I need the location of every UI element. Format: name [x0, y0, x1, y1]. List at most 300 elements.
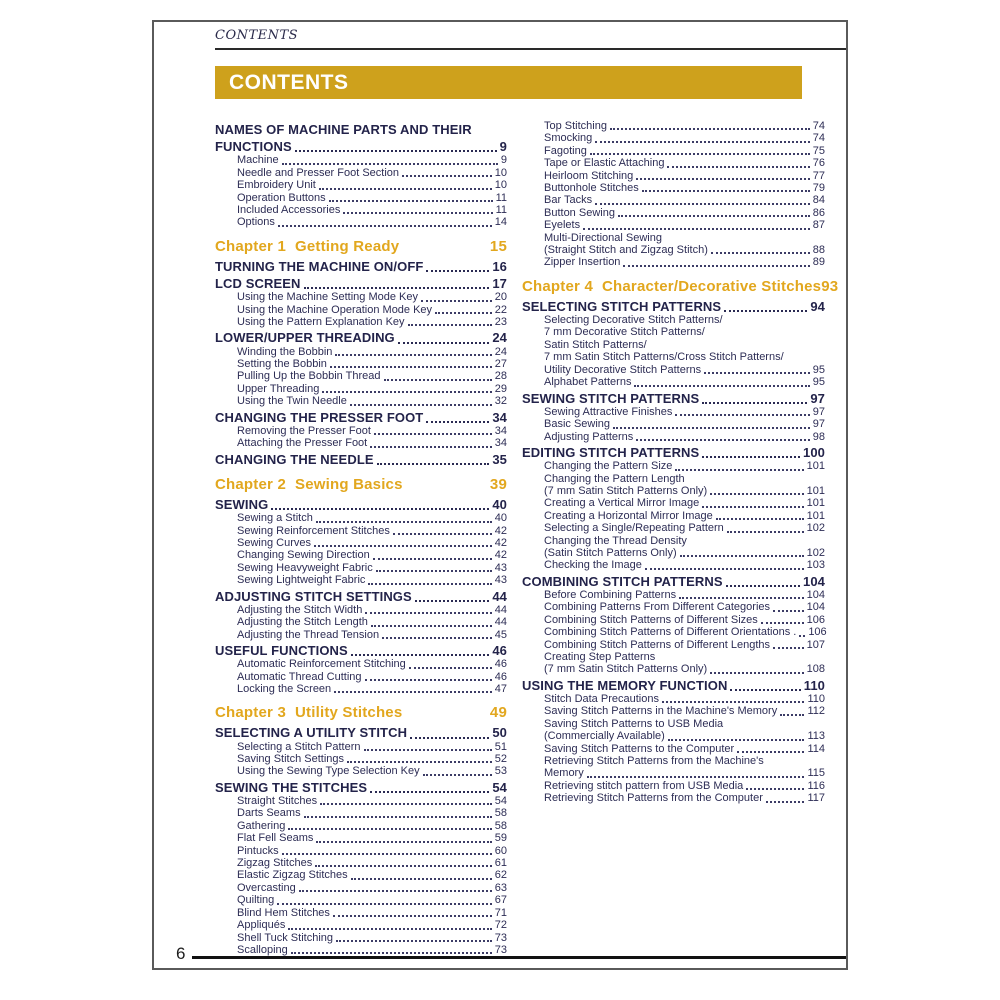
- leader-dots: [642, 190, 810, 192]
- leader-dots: [724, 310, 807, 312]
- toc-entry-row: [237, 832, 507, 844]
- toc-page-number: 17: [492, 276, 507, 292]
- toc-entry-label: Retrieving stitch pattern from USB Media: [544, 779, 744, 792]
- leader-dots: [382, 637, 492, 639]
- toc-entry-row: [544, 663, 825, 675]
- toc-entry-row: [237, 604, 507, 616]
- toc-entry-label: Selecting a Stitch Pattern: [237, 740, 361, 753]
- toc-page-number: 110: [807, 693, 825, 706]
- toc-chapter-title: Character/Decorative Stitches: [602, 277, 822, 295]
- leader-dots: [704, 372, 810, 374]
- leader-dots: [662, 701, 805, 703]
- toc-page-number: 76: [812, 157, 825, 170]
- leader-dots: [336, 940, 492, 942]
- toc-entry-row: [237, 537, 507, 549]
- toc-entry-row: [544, 718, 825, 730]
- toc-entry-row: [544, 170, 825, 182]
- toc-page-number: 53: [494, 765, 507, 778]
- toc-entry-label: Buttonhole Stitches: [544, 182, 639, 195]
- toc-entry-label: Sewing Curves: [237, 536, 311, 549]
- toc-entry-row: [237, 549, 507, 561]
- toc-entry-label: Changing the Pattern Size: [544, 460, 673, 473]
- toc-entry-row: [237, 395, 507, 407]
- toc-entry-label: Stitch Data Precautions: [544, 693, 659, 706]
- leader-dots: [702, 402, 807, 404]
- toc-entry-label: Saving Stitch Patterns in the Machine's Memory: [544, 705, 778, 718]
- toc-entry-label: Automatic Reinforcement Stitching: [237, 658, 406, 671]
- toc-page-number: 108: [806, 663, 825, 676]
- leader-dots: [415, 600, 490, 602]
- toc-page-number: 98: [812, 430, 825, 443]
- toc-page-number: 104: [803, 573, 825, 589]
- leader-dots: [320, 803, 492, 805]
- toc-page-number: 106: [806, 613, 825, 626]
- toc-entry-label: Straight Stitches: [237, 795, 318, 808]
- toc-entry-label: SELECTING STITCH PATTERNS: [522, 298, 722, 314]
- leader-dots: [329, 200, 493, 202]
- toc-entry-label: Sewing Attractive Finishes: [544, 405, 673, 418]
- toc-entry-row: [544, 194, 825, 206]
- toc-entry-label: USING THE MEMORY FUNCTION: [522, 677, 728, 693]
- toc-page-number: 95: [812, 376, 825, 389]
- leader-dots: [351, 654, 490, 656]
- leader-dots: [374, 433, 492, 435]
- toc-page-number: 101: [806, 460, 825, 473]
- toc-chapter-number: Chapter 2: [215, 475, 286, 493]
- leader-dots: [435, 312, 492, 314]
- toc-page-number: 102: [806, 546, 825, 559]
- toc-page-number: 46: [492, 642, 507, 658]
- toc-page-number: 116: [807, 779, 825, 792]
- toc-entry-row: [544, 705, 825, 717]
- toc-page-number: 101: [806, 484, 825, 497]
- toc-entry-label: Creating a Horizontal Mirror Image: [544, 509, 713, 522]
- toc-entry-row: [544, 730, 825, 742]
- toc-entry-row: [237, 820, 507, 832]
- toc-entry-row: [237, 807, 507, 819]
- toc-page-number: 32: [494, 395, 507, 408]
- leader-dots: [295, 150, 497, 152]
- leader-dots: [636, 439, 809, 441]
- toc-page-number: 86: [812, 206, 825, 219]
- toc-entry-label: FUNCTIONS: [215, 139, 292, 155]
- leader-dots: [334, 691, 492, 693]
- leader-dots: [373, 558, 492, 560]
- toc-entry-label: Changing the Thread Density: [544, 534, 687, 547]
- toc-entry-row: [237, 167, 507, 179]
- toc-entry-label: COMBINING STITCH PATTERNS: [522, 573, 723, 589]
- toc-entry-row: [522, 574, 825, 589]
- toc-entry-label: 7 mm Decorative Stitch Patterns/: [544, 326, 705, 339]
- toc-entry-row: [237, 154, 507, 166]
- toc-entry-row: [544, 351, 825, 363]
- toc-chapter-number: Chapter 3: [215, 704, 286, 722]
- toc-entry-label: (7 mm Satin Stitch Patterns Only): [544, 484, 708, 497]
- leader-dots: [668, 739, 805, 741]
- toc-entry-label: Upper Threading: [237, 382, 320, 395]
- leader-dots: [773, 610, 804, 612]
- toc-page-number: 58: [494, 807, 507, 820]
- leader-dots: [727, 531, 804, 533]
- toc-chapter-row: [215, 476, 507, 494]
- leader-dots: [408, 324, 492, 326]
- toc-entry-row: [237, 370, 507, 382]
- toc-entry-row: [544, 485, 825, 497]
- toc-page-number: 67: [494, 894, 507, 907]
- toc-entry-label: Options: [237, 216, 275, 229]
- toc-entry-label: Adjusting the Stitch Length: [237, 616, 368, 629]
- leader-dots: [590, 153, 810, 155]
- toc-entry-row: [237, 753, 507, 765]
- leader-dots: [282, 853, 492, 855]
- toc-entry-row: [544, 256, 825, 268]
- toc-entry-row: [237, 512, 507, 524]
- toc-page-number: 34: [494, 424, 507, 437]
- leader-dots: [291, 952, 492, 954]
- leader-dots: [613, 427, 810, 429]
- toc-page-number: 97: [812, 418, 825, 431]
- toc-page-number: 35: [492, 451, 507, 467]
- toc-page-number: 42: [494, 549, 507, 562]
- leader-dots: [330, 366, 492, 368]
- toc-entry-label: Saving Stitch Patterns to the Computer: [544, 742, 735, 755]
- toc-page-number: 101: [806, 497, 825, 510]
- toc-entry-label: Fagoting: [544, 144, 587, 157]
- toc-page-number: 9: [500, 154, 507, 167]
- leader-dots: [299, 890, 492, 892]
- leader-dots: [351, 878, 492, 880]
- toc-entry-row: [544, 780, 825, 792]
- toc-entry-label: Scalloping: [237, 943, 288, 956]
- leader-dots: [402, 175, 492, 177]
- leader-dots: [304, 816, 492, 818]
- toc-entry-label: CHANGING THE NEEDLE: [215, 451, 374, 467]
- toc-entry-label: Pintucks: [237, 844, 279, 857]
- footer-rule: [192, 956, 846, 959]
- toc-entry-row: [237, 919, 507, 931]
- leader-dots: [365, 612, 491, 614]
- leader-dots: [371, 625, 492, 627]
- leader-dots: [370, 791, 489, 793]
- toc-entry-row: [544, 601, 825, 613]
- toc-entry-row: [237, 346, 507, 358]
- leader-dots: [746, 788, 804, 790]
- toc-entry-label: Checking the Image: [544, 559, 642, 572]
- toc-entry-label: Selecting a Single/Repeating Pattern: [544, 522, 724, 535]
- toc-entry-label: SEWING: [215, 496, 269, 512]
- toc-entry-label: Overcasting: [237, 881, 296, 894]
- leader-dots: [623, 265, 809, 267]
- toc-page-number: 95: [812, 363, 825, 376]
- toc-entry-label: Darts Seams: [237, 807, 301, 820]
- toc-entry-row: [544, 651, 825, 663]
- toc-page-number: 73: [494, 931, 507, 944]
- leader-dots: [587, 776, 805, 778]
- toc-page-number: 58: [494, 819, 507, 832]
- toc-entry-row: [544, 473, 825, 485]
- toc-page-number: 54: [492, 779, 507, 795]
- toc-chapter-row: [215, 238, 507, 256]
- header-rule: [215, 48, 846, 50]
- toc-page-number: 71: [494, 906, 507, 919]
- toc-entry-label: Combining Stitch Patterns of Different Sizes: [544, 613, 758, 626]
- toc-page-number: 50: [492, 725, 507, 741]
- leader-dots: [780, 714, 804, 716]
- leader-dots: [766, 801, 805, 803]
- leader-dots: [398, 342, 490, 344]
- toc-entry-label: (Straight Stitch and Zigzag Stitch): [544, 244, 708, 257]
- toc-entry-row: [522, 678, 825, 693]
- leader-dots: [282, 163, 498, 165]
- toc-entry-label: Embroidery Unit: [237, 179, 316, 192]
- leader-dots: [675, 414, 809, 416]
- leader-dots: [368, 583, 491, 585]
- toc-page-number: 62: [494, 869, 507, 882]
- leader-dots: [421, 300, 492, 302]
- toc-entry-label: LCD SCREEN: [215, 276, 301, 292]
- toc-entry-label: Appliqués: [237, 919, 286, 932]
- contents-banner-title: CONTENTS: [229, 70, 349, 94]
- toc-entry-row: [215, 276, 507, 291]
- leader-dots: [277, 903, 491, 905]
- toc-entry-row: [215, 589, 507, 604]
- toc-page-number: 24: [494, 345, 507, 358]
- leader-dots: [711, 252, 810, 254]
- leader-dots: [316, 841, 491, 843]
- toc-entry-row: [237, 316, 507, 328]
- toc-page-number: 34: [494, 437, 507, 450]
- toc-entry-row: [544, 376, 825, 388]
- toc-entry-row: [215, 497, 507, 512]
- toc-chapter-row: [215, 704, 507, 722]
- toc-entry-label: Elastic Zigzag Stitches: [237, 869, 348, 882]
- toc-entry-row: [544, 547, 825, 559]
- toc-entry-label: Using the Twin Needle: [237, 395, 347, 408]
- toc-page-number: 84: [812, 194, 825, 207]
- toc-entry-row: [544, 639, 825, 651]
- leader-dots: [761, 622, 804, 624]
- toc-entry-row: [544, 535, 825, 547]
- toc-entry-row: [237, 304, 507, 316]
- toc-entry-label: Satin Stitch Patterns/: [544, 338, 647, 351]
- leader-dots: [799, 635, 805, 637]
- toc-entry-label: SELECTING A UTILITY STITCH: [215, 725, 408, 741]
- toc-page-number: 46: [494, 658, 507, 671]
- toc-entry-label: Pulling Up the Bobbin Thread: [237, 370, 381, 383]
- toc-entry-label: Multi-Directional Sewing: [544, 231, 662, 244]
- toc-entry-row: [544, 792, 825, 804]
- leader-dots: [347, 761, 492, 763]
- toc-entry-row: [544, 145, 825, 157]
- toc-page-number: 27: [494, 358, 507, 371]
- toc-page-number: 49: [489, 704, 507, 722]
- leader-dots: [426, 270, 489, 272]
- toc-page-number: 39: [489, 475, 507, 493]
- toc-page-number: 110: [803, 677, 825, 693]
- toc-page-number: 77: [812, 169, 825, 182]
- toc-page-number: 93: [821, 277, 839, 295]
- leader-dots: [610, 128, 810, 130]
- toc-page-number: 59: [494, 832, 507, 845]
- toc-entry-row: [237, 671, 507, 683]
- toc-entry-label: Machine: [237, 154, 279, 167]
- toc-entry-label: (Commercially Available): [544, 730, 665, 743]
- toc-page-number: 42: [494, 536, 507, 549]
- toc-entry-label: Locking the Screen: [237, 683, 332, 695]
- toc-entry-row: [544, 767, 825, 779]
- toc-entry-row: [237, 616, 507, 628]
- toc-entry-row: [237, 216, 507, 228]
- toc-entry-label: Setting the Bobbin: [237, 358, 327, 371]
- toc-entry-label: CHANGING THE PRESSER FOOT: [215, 409, 424, 425]
- toc-entry-row: [237, 845, 507, 857]
- toc-entry-label: Adjusting Patterns: [544, 430, 634, 443]
- toc-entry-row: [215, 452, 507, 467]
- toc-page-number: 114: [807, 742, 825, 755]
- toc-entry-row: [237, 932, 507, 944]
- toc-page-number: 103: [806, 559, 825, 572]
- toc-entry-label: Changing the Pattern Length: [544, 472, 685, 485]
- leader-dots: [364, 749, 492, 751]
- toc-entry-label: Using the Machine Operation Mode Key: [237, 303, 433, 316]
- toc-page-number: 106: [808, 626, 827, 639]
- toc-page-number: 101: [806, 509, 825, 522]
- toc-entry-row: [544, 614, 825, 626]
- toc-entry-row: [544, 460, 825, 472]
- toc-entry-row: [237, 574, 507, 586]
- toc-entry-row: [237, 425, 507, 437]
- toc-entry-label: Memory: [544, 767, 584, 780]
- toc-page-number: 61: [494, 857, 507, 870]
- manual-page: [152, 20, 848, 970]
- toc-entry-row: [215, 330, 507, 345]
- toc-entry-label: Bar Tacks: [544, 194, 593, 207]
- toc-entry-row: [215, 139, 507, 154]
- toc-entry-label: Zipper Insertion: [544, 256, 621, 269]
- toc-entry-label: Zigzag Stitches: [237, 857, 313, 870]
- toc-page-number: 42: [494, 524, 507, 537]
- toc-entry-label: Blind Hem Stitches: [237, 906, 330, 919]
- toc-entry-label: Operation Buttons: [237, 191, 326, 204]
- toc-page-number: 14: [494, 216, 507, 229]
- toc-page-number: 28: [494, 370, 507, 383]
- toc-entry-label: Sewing Reinforcement Stitches: [237, 524, 390, 537]
- toc-entry-row: [237, 869, 507, 881]
- leader-dots: [410, 737, 489, 739]
- toc-chapter-title: Getting Ready: [295, 237, 400, 255]
- toc-entry-row: [544, 626, 825, 638]
- toc-page-number: 40: [492, 496, 507, 512]
- toc-entry-label: Tape or Elastic Attaching: [544, 157, 665, 170]
- leader-dots: [409, 667, 492, 669]
- toc-entry-row: [237, 765, 507, 777]
- leader-dots: [288, 828, 491, 830]
- toc-entry-row: [544, 339, 825, 351]
- toc-entry-label: Sewing Lightweight Fabric: [237, 574, 366, 587]
- toc-entry-label: (Satin Stitch Patterns Only): [544, 546, 677, 559]
- toc-entry-label: Basic Sewing: [544, 418, 611, 431]
- leader-dots: [583, 228, 810, 230]
- leader-dots: [288, 928, 491, 930]
- toc-entry-label: Automatic Thread Cutting: [237, 670, 362, 683]
- toc-page-number: 102: [806, 522, 825, 535]
- toc-page-number: 11: [495, 204, 507, 217]
- toc-page-number: 60: [494, 844, 507, 857]
- toc-entry-row: [544, 326, 825, 338]
- leader-dots: [377, 463, 490, 465]
- leader-dots: [350, 404, 492, 406]
- toc-entry-row: [215, 780, 507, 795]
- toc-entry-row: [544, 157, 825, 169]
- toc-entry-label: Eyelets: [544, 219, 581, 232]
- leader-dots: [278, 225, 492, 227]
- toc-entry-row: [522, 445, 825, 460]
- toc-page-number: 100: [803, 444, 825, 460]
- leader-dots: [737, 751, 804, 753]
- toc-page-number: 52: [494, 753, 507, 766]
- toc-entry-row: [237, 944, 507, 956]
- toc-entry-row: [215, 725, 507, 740]
- toc-page-number: 45: [494, 628, 507, 641]
- toc-entry-row: [544, 418, 825, 430]
- toc-entry-label: Flat Fell Seams: [237, 832, 314, 845]
- toc-page-number: 112: [807, 705, 825, 718]
- leader-dots: [710, 493, 803, 495]
- toc-entry-label: Top Stitching: [544, 120, 607, 132]
- toc-entry-row: [237, 437, 507, 449]
- leader-dots: [716, 518, 804, 520]
- toc-entry-row: [215, 410, 507, 425]
- toc-entry-label: Sewing Heavyweight Fabric: [237, 561, 373, 574]
- leader-dots: [316, 521, 492, 523]
- toc-page-number: 22: [494, 303, 507, 316]
- toc-page-number: 23: [494, 316, 507, 329]
- toc-entry-label: Alphabet Patterns: [544, 376, 632, 389]
- toc-entry-row: [237, 857, 507, 869]
- toc-entry-label: Combining Patterns From Different Categories: [544, 601, 771, 614]
- toc-entry-label: Needle and Presser Foot Section: [237, 166, 400, 179]
- toc-page-number: 51: [494, 740, 507, 753]
- toc-entry-label: ADJUSTING STITCH SETTINGS: [215, 588, 412, 604]
- toc-page-number: 15: [489, 237, 507, 255]
- toc-entry-row: [237, 882, 507, 894]
- toc-page-number: 16: [492, 258, 507, 274]
- toc-page-number: 94: [810, 298, 825, 314]
- toc-entry-row: [237, 658, 507, 670]
- toc-page-number: 20: [494, 291, 507, 304]
- toc-entry-row: [237, 795, 507, 807]
- toc-page-number: 47: [494, 683, 507, 695]
- toc-entry-label: Saving Stitch Settings: [237, 753, 345, 766]
- toc-column-left: [215, 120, 507, 956]
- leader-dots: [645, 568, 804, 570]
- toc-entry-label: Retrieving Stitch Patterns from the Machine's: [544, 755, 764, 768]
- toc-page-number: 88: [812, 244, 825, 257]
- toc-page-number: 117: [807, 792, 825, 805]
- toc-entry-row: [544, 589, 825, 601]
- toc-entry-row: [544, 431, 825, 443]
- leader-dots: [426, 421, 489, 423]
- toc-entry-row: [215, 643, 507, 658]
- toc-page-number: 40: [494, 512, 507, 525]
- toc-page-number: 10: [494, 179, 507, 192]
- toc-entry-label: Creating Step Patterns: [544, 651, 656, 664]
- toc-entry-row: [544, 497, 825, 509]
- leader-dots: [393, 533, 492, 535]
- toc-entry-label: TURNING THE MACHINE ON/OFF: [215, 258, 424, 274]
- toc-page-number: 75: [812, 144, 825, 157]
- toc-entry-label: Creating a Vertical Mirror Image: [544, 497, 700, 510]
